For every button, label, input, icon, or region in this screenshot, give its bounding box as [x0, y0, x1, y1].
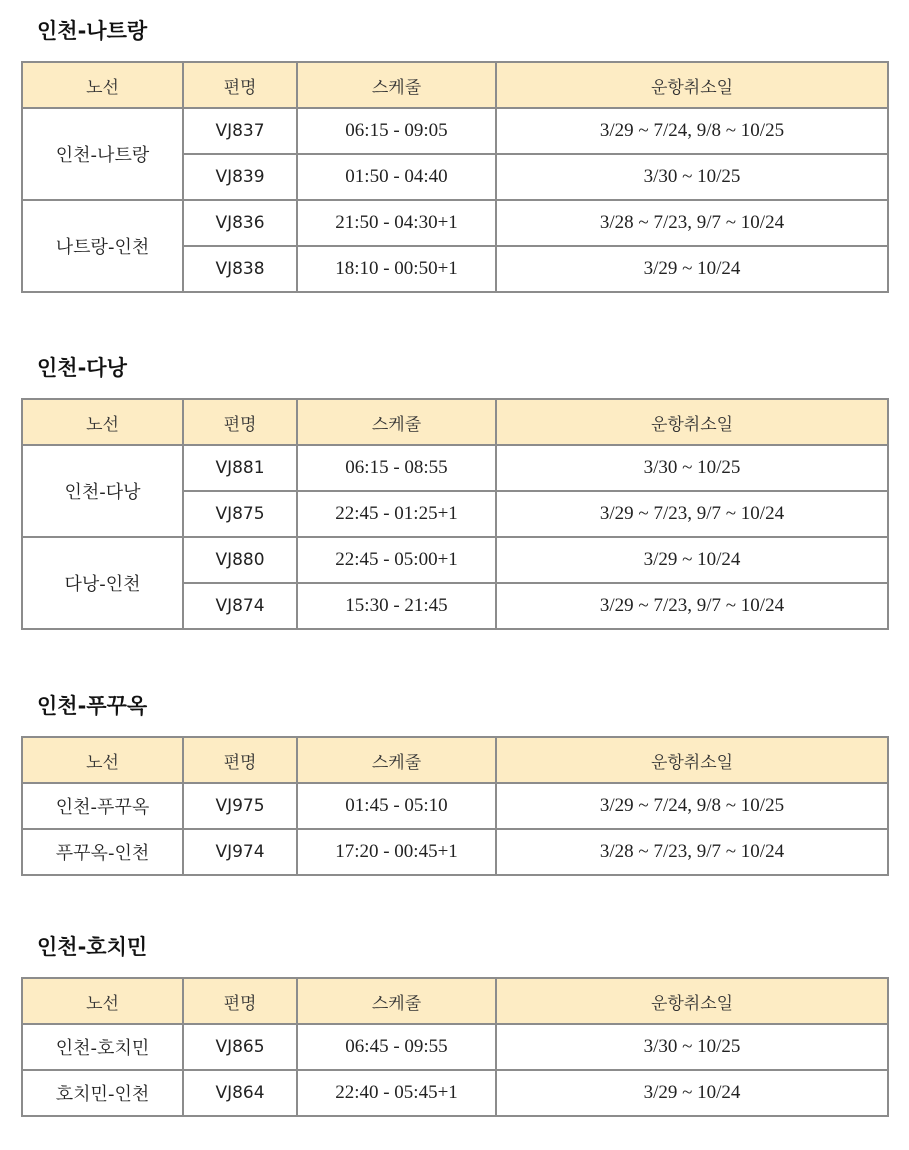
table-header-row	[22, 978, 888, 1024]
schedule-cell: 22:45 - 01:25+1	[297, 491, 496, 537]
header-route: 노선	[22, 399, 183, 445]
header-flight: 편명	[183, 978, 297, 1024]
cancel-dates-cell: 3/29 ~ 10/24	[496, 246, 888, 292]
header-schedule: 스케줄	[297, 978, 496, 1024]
route-cell: 인천-다낭	[22, 445, 183, 537]
header-schedule: 스케줄	[297, 737, 496, 783]
header-flight: 편명	[183, 62, 297, 108]
flight-cell: VJ974	[183, 829, 297, 875]
cancel-dates-cell: 3/30 ~ 10/25	[496, 445, 888, 491]
flight-cell: VJ838	[183, 246, 297, 292]
cancel-dates-cell: 3/29 ~ 7/24, 9/8 ~ 10/25	[496, 108, 888, 154]
section-title-phuquoc: 인천-푸꾸옥	[37, 694, 148, 718]
section-title-nhatrang: 인천-나트랑	[37, 19, 148, 43]
header-route: 노선	[22, 62, 183, 108]
table-row	[22, 829, 888, 875]
header-flight: 편명	[183, 737, 297, 783]
schedule-cell: 15:30 - 21:45	[297, 583, 496, 629]
cancel-dates-cell: 3/29 ~ 7/23, 9/7 ~ 10/24	[496, 583, 888, 629]
table-row	[22, 1070, 888, 1116]
cancel-dates-cell: 3/28 ~ 7/23, 9/7 ~ 10/24	[496, 829, 888, 875]
schedule-cell: 22:40 - 05:45+1	[297, 1070, 496, 1116]
header-schedule: 스케줄	[297, 62, 496, 108]
route-cell: 인천-푸꾸옥	[22, 783, 183, 829]
flight-cell: VJ874	[183, 583, 297, 629]
table-header-row	[22, 399, 888, 445]
table-row	[22, 783, 888, 829]
cancel-dates-cell: 3/30 ~ 10/25	[496, 154, 888, 200]
route-cell: 인천-나트랑	[22, 108, 183, 200]
table-row	[22, 1024, 888, 1070]
route-cell: 호치민-인천	[22, 1070, 183, 1116]
schedule-table-phuquoc	[21, 736, 889, 876]
schedule-cell: 06:45 - 09:55	[297, 1024, 496, 1070]
flight-cell: VJ880	[183, 537, 297, 583]
route-cell: 인천-호치민	[22, 1024, 183, 1070]
header-route: 노선	[22, 978, 183, 1024]
section-title-danang: 인천-다낭	[37, 356, 127, 380]
table-row	[22, 200, 888, 246]
header-flight: 편명	[183, 399, 297, 445]
header-cancel-dates: 운항취소일	[496, 62, 888, 108]
cancel-dates-cell: 3/29 ~ 10/24	[496, 537, 888, 583]
header-route: 노선	[22, 737, 183, 783]
schedule-table-danang	[21, 398, 889, 630]
flight-cell: VJ864	[183, 1070, 297, 1116]
section-title-hochiminh: 인천-호치민	[37, 935, 148, 959]
cancel-dates-cell: 3/30 ~ 10/25	[496, 1024, 888, 1070]
header-cancel-dates: 운항취소일	[496, 978, 888, 1024]
table-row	[22, 537, 888, 583]
flight-cell: VJ837	[183, 108, 297, 154]
schedule-cell: 06:15 - 09:05	[297, 108, 496, 154]
schedule-cell: 17:20 - 00:45+1	[297, 829, 496, 875]
schedule-table-hochiminh	[21, 977, 889, 1117]
header-cancel-dates: 운항취소일	[496, 737, 888, 783]
schedule-cell: 21:50 - 04:30+1	[297, 200, 496, 246]
flight-cell: VJ881	[183, 445, 297, 491]
schedule-cell: 22:45 - 05:00+1	[297, 537, 496, 583]
cancel-dates-cell: 3/29 ~ 7/23, 9/7 ~ 10/24	[496, 491, 888, 537]
flight-cell: VJ865	[183, 1024, 297, 1070]
flight-cell: VJ975	[183, 783, 297, 829]
table-header-row	[22, 62, 888, 108]
route-cell: 나트랑-인천	[22, 200, 183, 292]
cancel-dates-cell: 3/29 ~ 7/24, 9/8 ~ 10/25	[496, 783, 888, 829]
route-cell: 다낭-인천	[22, 537, 183, 629]
flight-cell: VJ836	[183, 200, 297, 246]
table-row	[22, 108, 888, 154]
schedule-cell: 01:50 - 04:40	[297, 154, 496, 200]
schedule-cell: 06:15 - 08:55	[297, 445, 496, 491]
table-row	[22, 445, 888, 491]
cancel-dates-cell: 3/29 ~ 10/24	[496, 1070, 888, 1116]
route-cell: 푸꾸옥-인천	[22, 829, 183, 875]
header-schedule: 스케줄	[297, 399, 496, 445]
header-cancel-dates: 운항취소일	[496, 399, 888, 445]
schedule-table-nhatrang	[21, 61, 889, 293]
flight-cell: VJ875	[183, 491, 297, 537]
schedule-cell: 18:10 - 00:50+1	[297, 246, 496, 292]
flight-cell: VJ839	[183, 154, 297, 200]
schedule-cell: 01:45 - 05:10	[297, 783, 496, 829]
cancel-dates-cell: 3/28 ~ 7/23, 9/7 ~ 10/24	[496, 200, 888, 246]
table-header-row	[22, 737, 888, 783]
